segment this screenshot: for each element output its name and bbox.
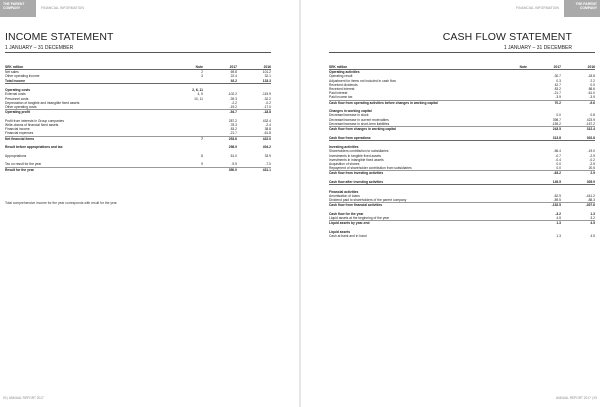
column-header-2016: 2016 xyxy=(561,65,595,70)
cash-flow-period: 1 JANUARY – 31 DECEMBER xyxy=(503,45,572,51)
row-value-2017: 1.3 xyxy=(556,221,561,226)
row-value-2017: -3.2 xyxy=(555,211,561,216)
row-value-2017: -0.4 xyxy=(555,157,561,162)
row-value-2017: -89.5 xyxy=(527,198,561,203)
row-value-2017: -2.2 xyxy=(231,100,237,105)
row-note: 9 xyxy=(163,162,203,167)
row-value-2016: -307.6 xyxy=(585,203,595,208)
row-value-2017: 0.0 xyxy=(527,166,561,171)
column-header-label: SEK million xyxy=(329,65,487,70)
row-value-2017: 61.0 xyxy=(230,153,237,158)
row-value-2017: 0.3 xyxy=(556,78,561,83)
table-row xyxy=(329,234,595,238)
row-value-2016: 422.0 xyxy=(262,136,271,141)
column-header-2016: 2016 xyxy=(237,65,271,70)
row-value-2016: -7.0 xyxy=(237,162,271,167)
page-number-left: 92 | ANNUAL REPORT 2017 xyxy=(3,396,44,400)
row-label: External costs xyxy=(5,92,26,97)
row-label: Result for the year xyxy=(5,167,34,172)
income-statement-page xyxy=(0,0,299,407)
row-value-2016: -0.2 xyxy=(265,100,271,105)
row-label: Investments in intangible fixed assets xyxy=(329,157,384,162)
row-label: Financial income xyxy=(5,127,30,132)
row-label: Received dividends xyxy=(329,82,358,87)
table-row xyxy=(5,167,271,172)
row-value-2016: 0.0 xyxy=(590,82,595,87)
row-label: Cash flow for the year xyxy=(329,211,364,216)
row-label: Cash flow after investing activities xyxy=(329,180,487,185)
row-value-2016: 4.5 xyxy=(590,234,595,239)
row-value-2016: 1.3 xyxy=(590,211,595,216)
row-value-2017: -102.2 xyxy=(227,92,237,97)
row-value-2016: 302.8 xyxy=(561,136,595,141)
row-value-2016: 0.8 xyxy=(590,113,595,118)
section-tab-left: THE PARENT COMPANY xyxy=(0,0,36,17)
row-value-2017: 69.8 xyxy=(230,70,237,75)
page-number-right: ANNUAL REPORT 2017 | 93 xyxy=(556,396,597,400)
row-value-2017: 83.2 xyxy=(554,87,561,92)
row-label: Financial expenses xyxy=(5,131,163,136)
row-label: Tax on result for the year xyxy=(5,162,163,167)
row-value-2016: -32.2 xyxy=(263,96,271,101)
row-value-2016: 88.6 xyxy=(588,87,595,92)
row-value-2016: -167.2 xyxy=(561,122,595,127)
row-label: Investing activities xyxy=(329,145,359,150)
row-value-2017: 398.7 xyxy=(552,117,561,122)
cash-flow-table xyxy=(329,65,595,238)
row-value-2016: 404.2 xyxy=(262,145,271,150)
column-header-2017: 2017 xyxy=(203,65,237,70)
row-value-2017: 350.0 xyxy=(228,167,237,172)
row-label: Decrease/increase in stock xyxy=(329,113,369,118)
row-value-2017: -78.3 xyxy=(229,123,237,128)
row-value-2016: -18.8 xyxy=(263,110,271,115)
row-value-2017: 0.0 xyxy=(556,113,561,118)
income-statement-table xyxy=(5,65,271,172)
cash-flow-statement-page xyxy=(301,0,600,407)
row-label: Cash flow from investing activities xyxy=(329,171,384,176)
row-note xyxy=(487,234,527,238)
row-value-2016: -88.3 xyxy=(561,198,595,203)
title-rule xyxy=(329,52,595,53)
row-value-2016: 432.4 xyxy=(262,118,271,123)
row-value-2016: 423.9 xyxy=(586,117,595,122)
row-value-2016: 2.2 xyxy=(590,78,595,83)
row-note: 3 xyxy=(201,74,203,79)
row-label: Received interest xyxy=(329,87,355,92)
row-label: Liquid assets by year-end xyxy=(329,221,370,226)
row-value-2017: 298.9 xyxy=(228,145,237,150)
row-label: Operating activities xyxy=(329,70,360,75)
row-label: Liquid assets xyxy=(329,229,351,234)
row-label: Net sales xyxy=(5,70,19,75)
row-value-2017: 243.5 xyxy=(552,127,561,132)
row-value-2017: -3.9 xyxy=(527,95,561,100)
row-label: Dividend paid to shareholders of the parent company xyxy=(329,198,487,203)
row-value-2017: 22.4 xyxy=(230,74,237,79)
row-label: Depreciation of tangible and intangible fixed assets xyxy=(5,100,80,105)
running-header-left: FINANCIAL INFORMATION xyxy=(41,6,84,10)
row-value-2016: 431.1 xyxy=(262,167,271,172)
row-note xyxy=(163,167,203,172)
row-label: Other operating costs xyxy=(5,105,163,110)
income-statement-title: INCOME STATEMENT xyxy=(5,31,114,43)
row-value-2016: -61.8 xyxy=(237,131,271,136)
section-tab-right: THE PARENT COMPANY xyxy=(564,0,600,17)
running-header-right: FINANCIAL INFORMATION xyxy=(516,6,559,10)
row-label: Amortisation of loans xyxy=(329,193,360,198)
row-value-2016: -19.0 xyxy=(587,149,595,154)
row-label: Liquid assets at the beginning of the year xyxy=(329,216,487,221)
row-value-2017: 42.7 xyxy=(554,82,561,87)
row-value-2017: -9.9 xyxy=(203,162,237,167)
row-value-2017: 92.2 xyxy=(203,79,237,84)
title-rule xyxy=(5,52,271,53)
row-label: Write-downs of financial fixed assets xyxy=(5,123,59,128)
row-label: Financial activities xyxy=(329,189,359,194)
income-footnote: Total comprehensive income for the year corresponds with result for the year xyxy=(5,201,117,205)
row-note: 10, 11 xyxy=(194,96,203,101)
row-value-2016: -2.4 xyxy=(265,123,271,128)
row-value-2017: 149.5 xyxy=(527,180,561,185)
row-value-2017: -54.7 xyxy=(229,110,237,115)
column-header-note: Note xyxy=(163,65,203,70)
row-label: Other operating income xyxy=(5,74,40,79)
row-label: Acquisition of shares xyxy=(329,162,360,167)
row-note: 8 xyxy=(201,153,203,158)
row-value-2017: -63.2 xyxy=(553,171,561,176)
row-value-2016: 20.5 xyxy=(561,166,595,171)
row-label: Net financial items xyxy=(5,136,35,141)
row-label: Operating costs xyxy=(5,88,31,93)
row-value-2016: -441.2 xyxy=(585,193,595,198)
row-note: 7 xyxy=(201,136,203,141)
row-value-2016: 3.2 xyxy=(561,216,595,221)
row-value-2017: -152.5 xyxy=(551,203,561,208)
row-value-2017: -0.7 xyxy=(555,153,561,158)
row-label: Paid income tax xyxy=(329,95,487,100)
row-label: Cash flow from financial activities xyxy=(329,203,383,208)
column-header-note: Note xyxy=(487,65,527,70)
row-value-2017: -30.7 xyxy=(553,74,561,79)
row-note: 4, 5 xyxy=(197,92,203,97)
row-label: Cash flow from operating activities before changes in working capital xyxy=(329,100,438,105)
row-value-2016: 305.9 xyxy=(561,180,595,185)
row-value-2017: -56.4 xyxy=(553,149,561,154)
row-value-2017: 313.8 xyxy=(527,136,561,141)
row-value-2017: 1.3 xyxy=(556,234,561,239)
row-value-2016: 101.2 xyxy=(262,70,271,75)
row-label: Cash flow from operations xyxy=(329,136,487,141)
row-value-2016: 312.4 xyxy=(586,127,595,132)
row-label: Personnel costs xyxy=(5,96,29,101)
row-value-2016: -2.5 xyxy=(589,162,595,167)
row-label: Result before appropriations and tax xyxy=(5,145,63,150)
row-value-2016: 2.9 xyxy=(590,171,595,176)
row-label: Operating result xyxy=(329,74,353,79)
row-value-2016: -0.2 xyxy=(589,157,595,162)
row-value-2016: -18.8 xyxy=(587,74,595,79)
income-statement-period: 1 JANUARY – 31 DECEMBER xyxy=(5,45,74,51)
row-value-2016: -61.0 xyxy=(587,91,595,96)
row-value-2016: -17.0 xyxy=(237,105,271,110)
row-label: Shareholders contribution to subsidiaries xyxy=(329,149,389,154)
row-value-2017: -21.7 xyxy=(203,131,237,136)
row-value-2016: 38.8 xyxy=(264,127,271,132)
row-label: Decrease/increase in short-term liabilities xyxy=(329,122,487,127)
row-label: Adjustment for items not included in cash flow xyxy=(329,78,396,83)
column-header-2017: 2017 xyxy=(527,65,561,70)
row-label: Repayment of shareholder contribution from subsidiaries xyxy=(329,166,487,171)
row-value-2016: 4.5 xyxy=(590,221,595,226)
row-label: Paid interest xyxy=(329,91,348,96)
row-value-2017: 83.2 xyxy=(230,127,237,132)
row-value-2017: 4.5 xyxy=(527,216,561,221)
row-value-2017: -21.7 xyxy=(553,91,561,96)
row-value-2016: -2.9 xyxy=(589,153,595,158)
row-value-2017: 70.2 xyxy=(554,100,561,105)
row-label: Investments in tangible fixed assets xyxy=(329,153,382,158)
row-value-2017: -19.2 xyxy=(203,105,237,110)
row-value-2016: 133.3 xyxy=(237,79,271,84)
row-label: Cash at bank and in hand xyxy=(329,234,367,239)
column-header-label: SEK million xyxy=(5,65,163,70)
row-label: Total income xyxy=(5,79,163,84)
row-note: 2 xyxy=(201,70,203,75)
row-value-2016: -9.6 xyxy=(589,100,595,105)
row-value-2016: 32.1 xyxy=(264,74,271,79)
row-value-2017: -155.2 xyxy=(527,122,561,127)
row-value-2017: 287.2 xyxy=(228,118,237,123)
row-note: 2, 6, 11 xyxy=(192,88,203,93)
cash-flow-title: CASH FLOW STATEMENT xyxy=(442,31,572,43)
row-value-2016: 33.9 xyxy=(264,153,271,158)
row-value-2016: -3.9 xyxy=(561,95,595,100)
row-value-2017: -62.9 xyxy=(553,193,561,198)
row-label: Changes in working capital xyxy=(329,109,372,114)
row-label: Appropriations xyxy=(5,153,27,158)
row-value-2017: 253.6 xyxy=(228,136,237,141)
row-label: Operating profit xyxy=(5,110,30,115)
row-value-2017: 0.0 xyxy=(556,162,561,167)
row-value-2017: -39.3 xyxy=(229,96,237,101)
row-label: Decrease/increase in current receivables xyxy=(329,117,389,122)
row-label: Profit from interests in Group companies xyxy=(5,118,65,123)
row-label: Cash flow from changes in working capital xyxy=(329,127,396,132)
row-value-2016: -119.9 xyxy=(261,92,271,97)
